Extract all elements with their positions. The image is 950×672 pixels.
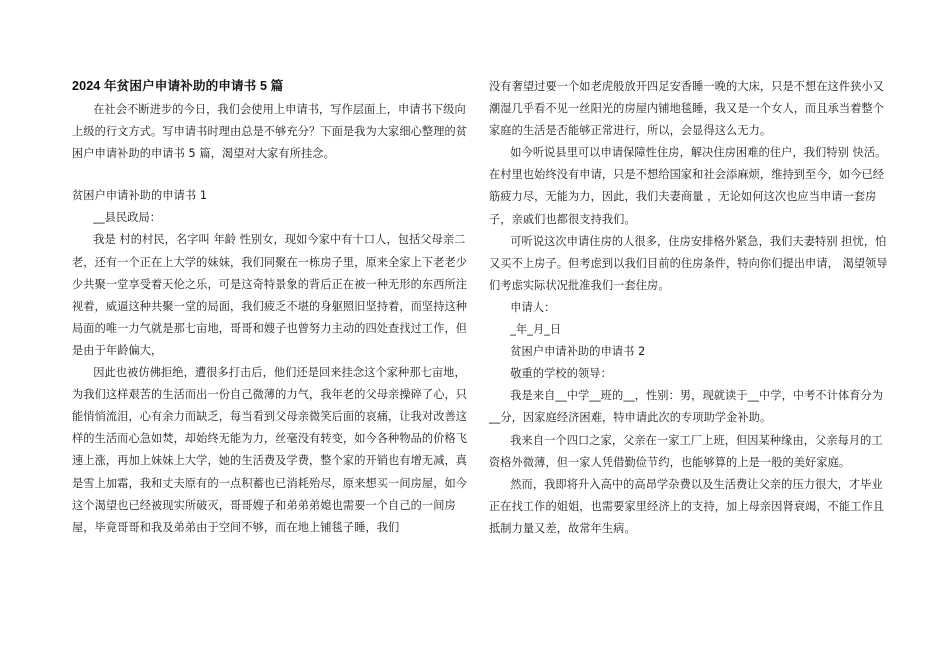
letter1-heading: 贫困户申请补助的申请书 1 — [72, 189, 208, 203]
letter1-paragraph-2: 因此也被仿佛拒绝，遭很多打击后，他们还是回来挂念这个家种那七亩地，为我们这样艰苦的生活而出一份自己微薄的力气，我年老的父母亲操碎了心，只能悄悄流泪，心有余力而缺乏，每当看到父母亲微笑后面的哀痛，让我对改善这样的生活而心急如焚，却始终无能为力，丝毫没有转变，如今各种物品的价格飞速上涨，再加上妹妹上大学，她的生活费及学费，整个家的开销也有增无减，真是雪上加霜，我和丈夫原有的一点积蓄也已消耗殆尽，原来想买一间房屋，如今这个渴望也已经被现实所破灭，哥哥嫂子和弟弟弟媳也需要一个自己的一间房屋，毕竟哥哥和我及弟弟由于空间不够，而在地上铺毯子睡，我们 — [72, 366, 468, 534]
letter1-paragraph-1: 我是 村的村民，名字叫 年龄 性别女，现如今家中有十口人，包括父母亲二老，还有一个正在上大学的妹妹，我们同聚在一栋房子里，原来全家上下老老少少共聚一堂享受着天伦之乐，可是这奇特景象的背后正在被一种无形的东西所注视着，威逼这种共聚一堂的局面，我们疲乏不堪的身躯照旧坚持着，而坚持这种局面的唯一力气就是那七亩地，哥哥和嫂子也曾努力主动的四处查找过工作，但是由于年龄偏大， — [72, 233, 468, 357]
letter2-heading: 贫困户申请补助的申请书 2 — [510, 345, 646, 359]
letter1-paragraph-4: 如今听说县里可以申请保障性住房，解决住房困难的住户，我们特别 快活。在村里也始终没有申请，只是不想给国家和社会添麻烦，维持到至今，如今已经筋疲力尽，无能为力，因此，我们夫妻商量 ，无论如何这次也应当申请一套房子，亲戚们也都很支持我们。 — [489, 146, 887, 226]
letter1-applicant: 申请人： — [510, 300, 556, 314]
letter1-paragraph-5: 可听说这次申请住房的人很多，住房安排格外紧急，我们夫妻特别 担忧，怕又买不上房子。但考虑到以我们目前的住房条件，特向你们提出申请， 渴望领导们考虑实际状况批准我们一套住房。 — [489, 234, 888, 292]
letter1-date: _年_月_日 — [510, 323, 562, 337]
letter1-salutation: __县民政局： — [93, 211, 162, 225]
letter2-paragraph-3: 然而，我即将升入高中的高昂学杂费以及生活费让父亲的压力很大，才毕业正在找工作的姐姐，也需要家里经济上的支持，加上母亲因肾衰竭，不能工作且抵制力量又差，故常年生病。 — [489, 477, 885, 535]
letter2-paragraph-2: 我来自一个四口之家，父亲在一家工厂上班，但因某种缘由，父亲每月的工资格外微薄，但一家人凭借勤俭节约，也能够算的上是一般的美好家庭。 — [489, 433, 883, 469]
intro-paragraph: 在社会不断进步的今日，我们会使用上申请书，写作层面上，申请书下级向上级的行文方式。写申请书时理由总是不够充分？下面是我为大家细心整理的贫困户申请补助的申请书 5 篇，渴望对大家有所挂念。 — [72, 103, 468, 161]
letter2-salutation: 敬重的学校的领导： — [510, 367, 612, 381]
letter1-paragraph-3: 没有奢望过要一个如老虎般放开四足安香睡一晚的大床，只是不想在这件狭小又潮湿几乎看不见一丝阳光的房屋内铺地毯睡，我又是一个女人，而且承当着整个家庭的生活是否能够正常进行，所以，会显得这么无力。 — [489, 80, 885, 138]
right-column — [489, 76, 889, 540]
letter2-paragraph-1: 我是来自__中学__班的__，性别：男，现就读于__中学，中考不计体育分为__分，因家庭经济困难，特申请此次的专项助学金补助。 — [489, 389, 884, 425]
left-column — [72, 76, 470, 539]
document-title: 2024 年贫困户申请补助的申请书 5 篇 — [72, 79, 284, 93]
